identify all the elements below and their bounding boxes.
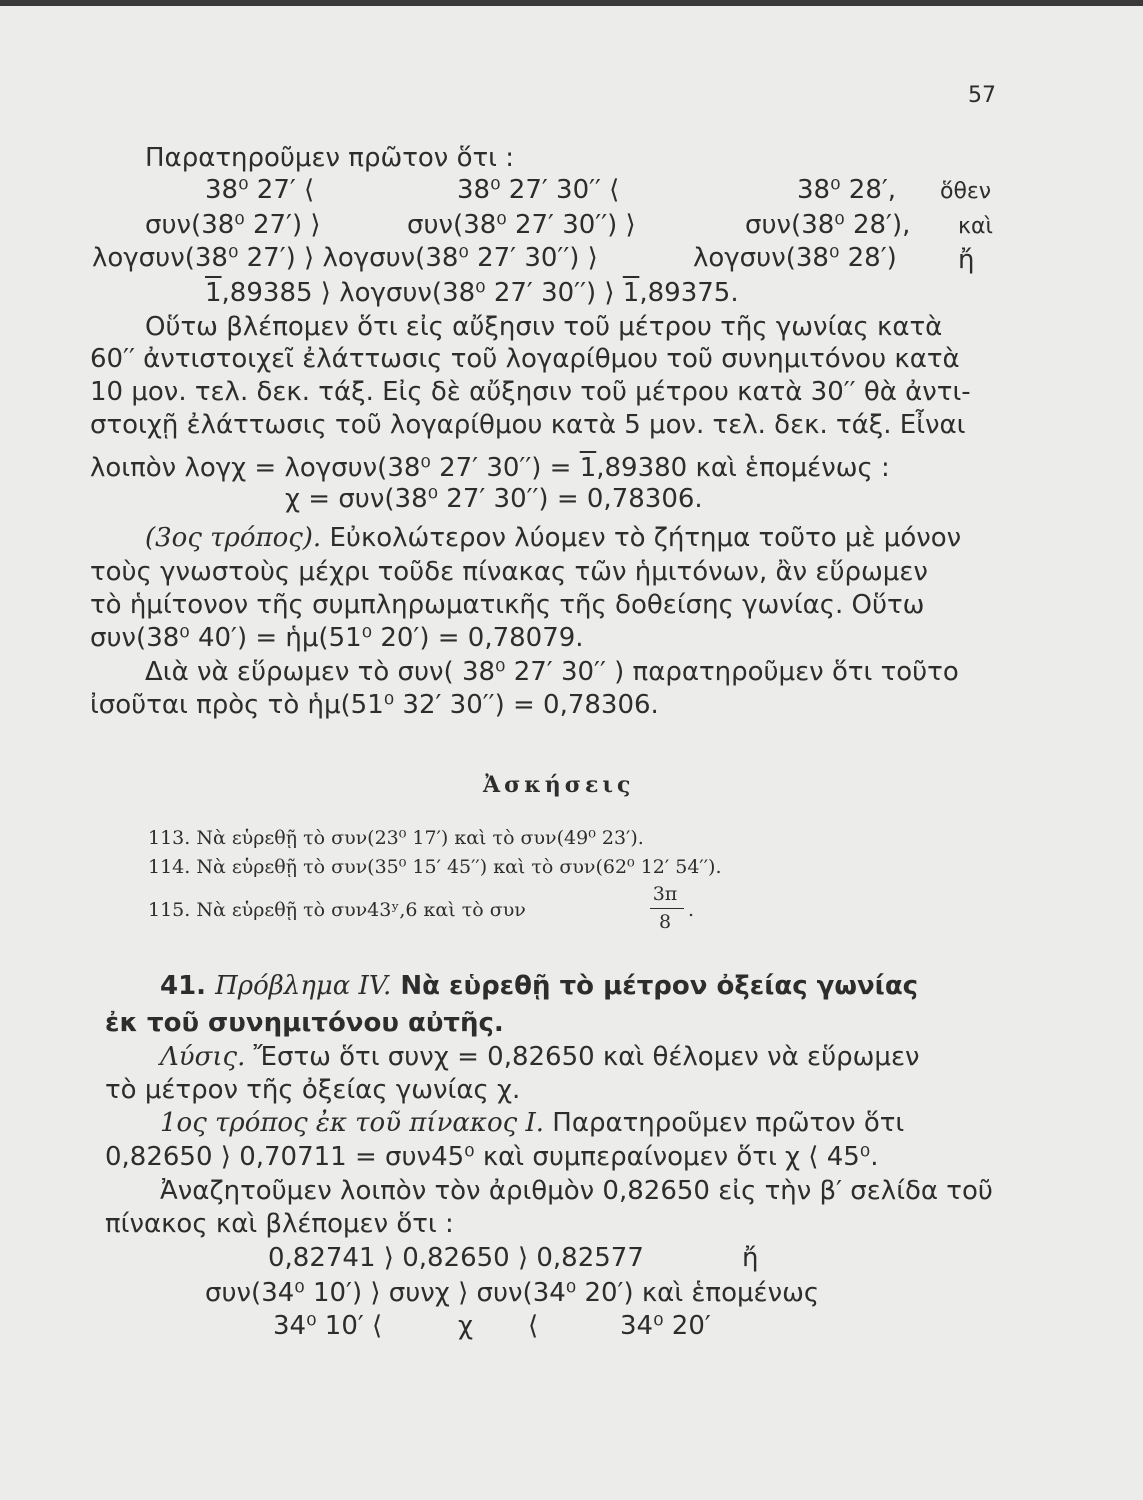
math-line: καὶ — [958, 214, 993, 239]
math-line: χ — [458, 1311, 474, 1341]
math-line: 34⁰ 20′ — [620, 1311, 711, 1341]
math-line: 0,82650 ⟩ 0,70711 = συν45⁰ καὶ συμπεραίνομεν ὅτι χ ⟨ 45⁰. — [105, 1142, 879, 1172]
math-line: ἰσοῦται πρὸς τὸ ἡμ(51⁰ 32′ 30′′) = 0,78306. — [90, 690, 659, 720]
math-line: συν(38⁰ 40′) = ἡμ(51⁰ 20′) = 0,78079. — [90, 623, 584, 653]
math-line: 38⁰ 28′, — [797, 175, 897, 205]
page-number: 57 — [968, 83, 996, 108]
math-line: 38⁰ 27′ 30′′ ⟨ — [457, 175, 620, 205]
text-line: τὸ ἡμίτονον τῆς συμπληρωματικῆς τῆς δοθείσης γωνίας. Οὕτω — [90, 590, 925, 620]
math-line: 34⁰ 10′ ⟨ — [273, 1311, 383, 1341]
text-line: Παρατηροῦμεν πρῶτον ὅτι : — [145, 143, 514, 173]
math-line: λογσυν(38⁰ 28′) — [693, 243, 897, 273]
text-line: Διὰ νὰ εὕρωμεν τὸ συν( 38⁰ 27′ 30′′ ) παρατηροῦμεν ὅτι τοῦτο — [145, 657, 959, 687]
math-line: ἤ — [742, 1243, 759, 1273]
math-line: 1,89385 ⟩ λογσυν(38⁰ 27′ 30′′) ⟩ 1,89375. — [205, 278, 739, 308]
math-line: 0,82741 ⟩ 0,82650 ⟩ 0,82577 — [268, 1243, 644, 1273]
exercise-item: 115. Νὰ εὑρεθῇ τὸ συν43ʸ,6 καὶ τὸ συν — [148, 899, 526, 921]
math-line: 38⁰ 27′ ⟨ — [205, 175, 315, 205]
text-line: (3ος τρόπος). Εὐκολώτερον λύομεν τὸ ζήτημα τοῦτο μὲ μόνον — [145, 523, 962, 553]
math-line: συν(38⁰ 28′), — [745, 210, 911, 240]
math-line: ὅθεν — [940, 179, 992, 204]
math-line: λοιπὸν λογχ = λογσυν(38⁰ 27′ 30′′) = 1,89380 καὶ ἑπομένως : — [90, 453, 890, 483]
text-line: Ἀναζητοῦμεν λοιπὸν τὸν ἀριθμὸν 0,82650 εἰς τὴν β′ σελίδα τοῦ — [160, 1176, 993, 1206]
math-line: συν(34⁰ 10′) ⟩ συνχ ⟩ συν(34⁰ 20′) καὶ ἑπομένως — [205, 1278, 820, 1308]
section-heading: Ἀσκήσεις — [483, 772, 635, 798]
exercise-item: 113. Νὰ εὑρεθῇ τὸ συν(23⁰ 17′) καὶ τὸ συν(49⁰ 23′). — [148, 827, 644, 849]
exercise-item: . — [688, 899, 695, 921]
problem-heading: 41. Πρόβλημα IV. Νὰ εὑρεθῇ τὸ μέτρον ὀξείας γωνίας — [160, 971, 919, 1001]
text-line: Λύσις. Ἔστω ὅτι συνχ = 0,82650 καὶ θέλομεν νὰ εὕρωμεν — [160, 1042, 920, 1072]
math-line: χ = συν(38⁰ 27′ 30′′) = 0,78306. — [285, 484, 703, 514]
text-line: τὸ μέτρον τῆς ὀξείας γωνίας χ. — [105, 1075, 521, 1105]
text-line: τοὺς γνωστοὺς μέχρι τοῦδε πίνακας τῶν ἡμιτόνων, ἂν εὕρωμεν — [90, 557, 928, 587]
text-line: Οὕτω βλέπομεν ὅτι εἰς αὔξησιν τοῦ μέτρου τῆς γωνίας κατὰ — [145, 312, 943, 342]
fraction-numerator: 3π — [652, 883, 678, 905]
math-line: συν(38⁰ 27′ 30′′) ⟩ — [407, 210, 636, 240]
text-line: στοιχῇ ἐλάττωσις τοῦ λογαρίθμου κατὰ 5 μον. τελ. δεκ. τάξ. Εἶναι — [90, 410, 966, 440]
math-line: ἤ — [958, 245, 975, 275]
fraction-denominator: 8 — [658, 911, 672, 933]
page-top-border — [0, 0, 1143, 6]
text-line: 10 μον. τελ. δεκ. τάξ. Εἰς δὲ αὔξησιν τοῦ μέτρου κατὰ 30′′ θὰ ἀντι- — [90, 377, 971, 407]
exercise-item: 114. Νὰ εὑρεθῇ τὸ συν(35⁰ 15′ 45′′) καὶ τὸ συν(62⁰ 12′ 54′′). — [148, 856, 722, 878]
text-line: πίνακος καὶ βλέπομεν ὅτι : — [105, 1209, 454, 1239]
math-line: λογσυν(38⁰ 27′) ⟩ λογσυν(38⁰ 27′ 30′′) ⟩ — [92, 243, 598, 273]
fraction-bar — [650, 908, 684, 909]
math-line: ⟨ — [528, 1311, 539, 1341]
problem-heading: ἐκ τοῦ συνημιτόνου αὐτῆς. — [105, 1008, 504, 1038]
text-line: 60′′ ἀντιστοιχεῖ ἐλάττωσις τοῦ λογαρίθμου τοῦ συνημιτόνου κατὰ — [90, 344, 960, 374]
text-line: 1ος τρόπος ἐκ τοῦ πίνακος I. Παρατηροῦμεν πρῶτον ὅτι — [160, 1108, 905, 1138]
math-line: συν(38⁰ 27′) ⟩ — [145, 210, 321, 240]
